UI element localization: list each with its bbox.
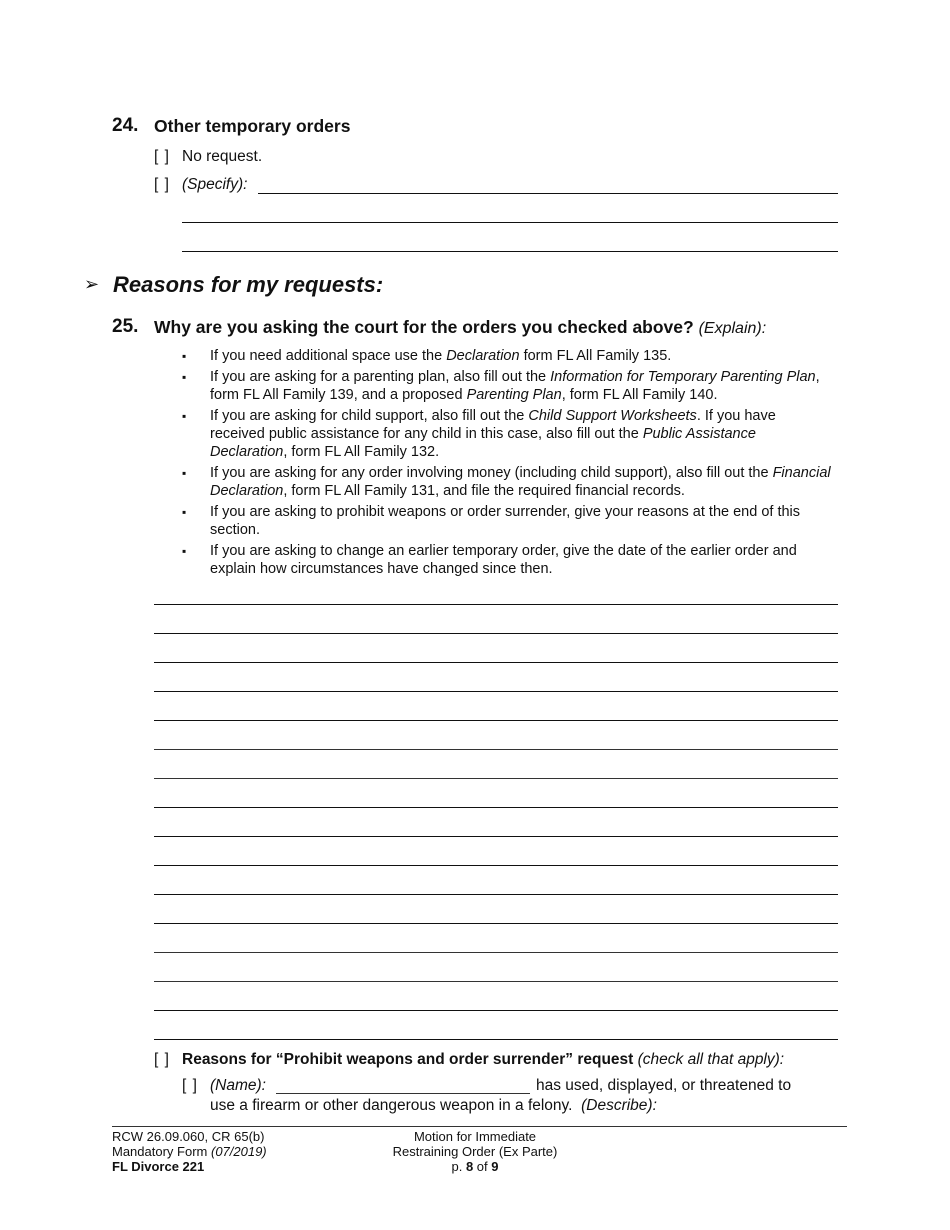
instructions-list xyxy=(182,347,832,581)
section-24-title: Other temporary orders xyxy=(154,116,351,136)
list-item: ▪ If you are asking to prohibit weapons or order surrender, give your reasons at the end of this section. xyxy=(182,503,832,539)
writing-line[interactable] xyxy=(154,1010,838,1011)
writing-line[interactable] xyxy=(154,662,838,663)
writing-line[interactable] xyxy=(154,691,838,692)
writing-line[interactable] xyxy=(154,807,838,808)
footer-center: Motion for Immediate Restraining Order (Ex Parte) p. 8 of 9 xyxy=(365,1129,585,1174)
reasons-title: Reasons for my requests: xyxy=(113,272,384,297)
writing-line[interactable] xyxy=(154,865,838,866)
footer-left: RCW 26.09.060, CR 65(b) Mandatory Form (07/2019) FL Divorce 221 xyxy=(112,1129,267,1174)
specify-checkbox[interactable]: [ ] xyxy=(154,176,170,193)
page-number: p. 8 of 9 xyxy=(451,1159,499,1174)
weapons-title: Reasons for “Prohibit weapons and order surrender” request (check all that apply): xyxy=(182,1051,785,1068)
writing-line[interactable] xyxy=(154,749,838,750)
writing-line[interactable] xyxy=(154,952,838,953)
list-item: ▪ If you are asking for a parenting plan, also fill out the Information for Temporary Parenting Plan, form FL All Family 139, and a proposed Parenting Plan, form FL All Family 140. xyxy=(182,368,832,404)
section-25-title: Why are you asking the court for the orders you checked above? (Explain): xyxy=(154,317,767,337)
writing-line[interactable] xyxy=(154,923,838,924)
section-24-number: 24. xyxy=(112,115,139,136)
list-item: ▪ If you are asking for child support, also fill out the Child Support Worksheets. If you have received public assistance for any child in this case, also fill out the Public Assistance Declaration, form FL All Family 132. xyxy=(182,407,832,461)
no-request-label: No request. xyxy=(182,148,263,165)
arrow-icon: ➢ xyxy=(84,274,100,294)
name-label: (Name): xyxy=(210,1077,266,1094)
specify-input-line[interactable] xyxy=(182,251,838,252)
firearm-use-text: has used, displayed, or threatened to xyxy=(536,1077,792,1094)
specify-label: (Specify): xyxy=(182,176,248,193)
specify-input-line[interactable] xyxy=(258,193,838,194)
writing-line[interactable] xyxy=(154,1039,838,1040)
section-25-number: 25. xyxy=(112,316,139,337)
writing-line[interactable] xyxy=(154,894,838,895)
weapons-checkbox[interactable]: [ ] xyxy=(154,1051,170,1068)
list-item: ▪ If you are asking for any order involving money (including child support), also fill out the Financial Declaration, form FL All Family 131, and file the required financial records. xyxy=(182,464,832,500)
name-input-line[interactable] xyxy=(276,1093,530,1094)
specify-input-line[interactable] xyxy=(182,222,838,223)
firearm-use-text-cont: use a firearm or other dangerous weapon in a felony. (Describe): xyxy=(210,1097,657,1114)
firearm-use-checkbox[interactable]: [ ] xyxy=(182,1077,198,1094)
list-item: ▪ If you need additional space use the Declaration form FL All Family 135. xyxy=(182,347,832,365)
writing-line[interactable] xyxy=(154,836,838,837)
writing-line[interactable] xyxy=(154,981,838,982)
writing-line[interactable] xyxy=(154,720,838,721)
writing-line[interactable] xyxy=(154,778,838,779)
writing-line[interactable] xyxy=(154,633,838,634)
writing-line[interactable] xyxy=(154,604,838,605)
no-request-checkbox[interactable]: [ ] xyxy=(154,148,170,165)
footer-divider xyxy=(112,1126,847,1127)
list-item: ▪ If you are asking to change an earlier temporary order, give the date of the earlier order and explain how circumstances have changed since then. xyxy=(182,542,832,578)
